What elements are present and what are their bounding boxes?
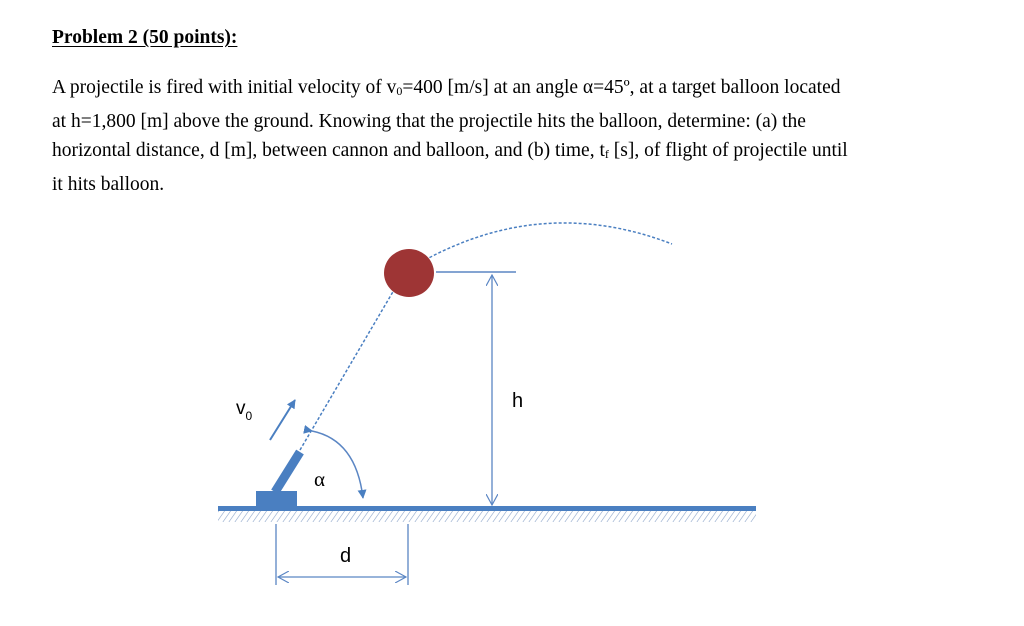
trajectory-arc — [425, 223, 672, 260]
statement-line-2: at h=1,800 [m] above the ground. Knowing that the projectile hits the balloon, determine: (a) the — [52, 110, 806, 132]
h-label: h — [512, 390, 524, 412]
problem-heading: Problem 2 (50 points): — [52, 27, 238, 48]
statement-line-1: A projectile is fired with initial velocity of v0=400 [m/s] at an angle α=45º, at a target balloon located — [52, 77, 841, 98]
statement-line-3: horizontal distance, d [m], between cannon and balloon, and (b) time, tf [s], of flight of projectile until — [52, 140, 848, 161]
statement-line-4: it hits balloon. — [52, 173, 165, 195]
cannon-base — [256, 491, 297, 507]
balloon — [384, 249, 434, 297]
ground-hatching — [218, 510, 756, 522]
trajectory-path — [300, 290, 394, 450]
alpha-label: α — [314, 467, 326, 491]
d-label: d — [340, 545, 352, 567]
velocity-arrow — [270, 400, 295, 440]
v0-label: $v_0$ — [236, 398, 253, 423]
cannon-barrel — [275, 452, 300, 492]
ground-line — [218, 506, 756, 511]
